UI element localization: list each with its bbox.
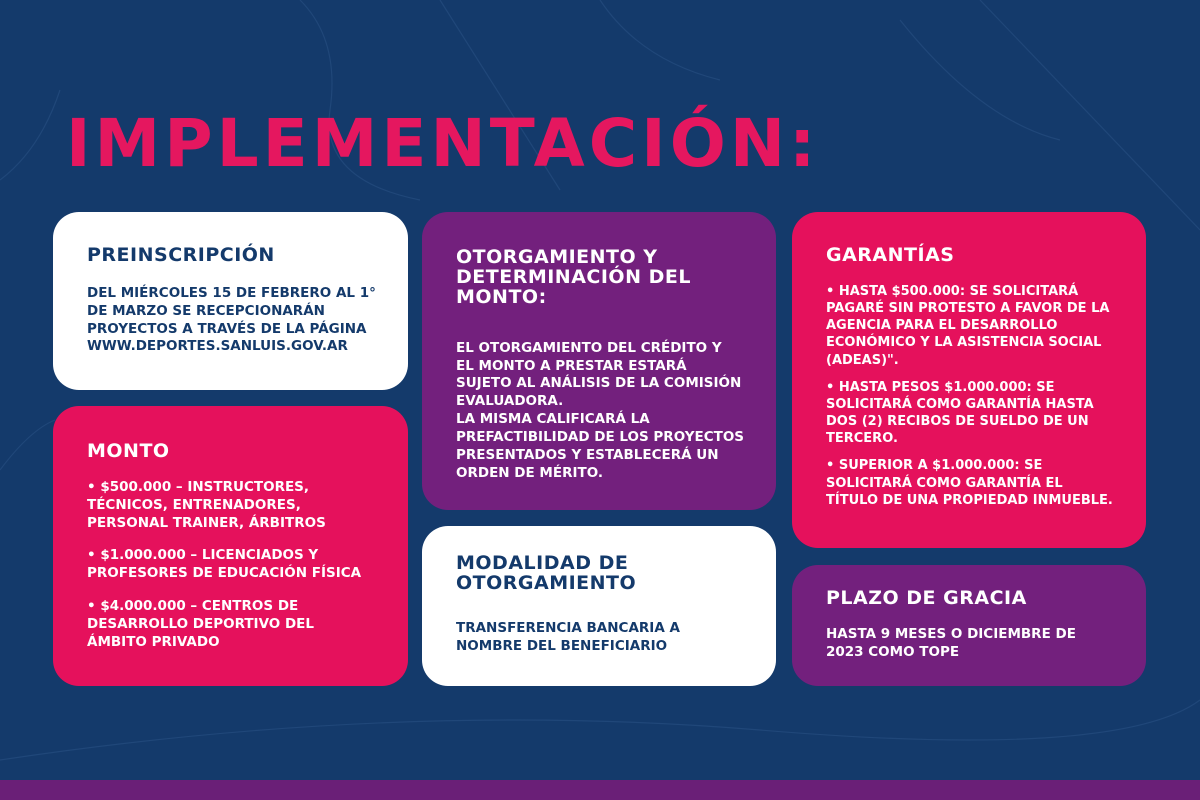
list-item: • $500.000 – INSTRUCTORES, TÉCNICOS, ENTRENADORES, PERSONAL TRAINER, ÁRBITROS [87,478,326,531]
card-heading: MODALIDAD DE OTORGAMIENTO [456,552,637,594]
list-item: • HASTA PESOS $1.000.000: SE SOLICITARÁ COMO GARANTÍA HASTA DOS (2) RECIBOS DE SUELDO DE UN TERCERO. [826,379,1094,447]
card-otorgamiento [422,212,776,510]
card-body: EL OTORGAMIENTO DEL CRÉDITO Y EL MONTO A PRESTAR ESTARÁ SUJETO AL ANÁLISIS DE LA COMISIÓN EVALUADORA. [456,339,742,410]
page-title: IMPLEMENTACIÓN: [66,105,820,182]
card-monto [53,406,408,686]
card-body: DEL MIÉRCOLES 15 DE FEBRERO AL 1° DE MARZO SE RECEPCIONARÁN PROYECTOS A TRAVÉS DE LA PÁGINA WWW.DEPORTES.SANLUIS.GOV.AR [87,284,376,355]
card-heading: GARANTÍAS [826,244,955,266]
card-body: TRANSFERENCIA BANCARIA A NOMBRE DEL BENEFICIARIO [456,619,680,654]
card-garantias [792,212,1146,548]
card-plazo-de-gracia [792,565,1146,686]
card-body: HASTA 9 MESES O DICIEMBRE DE 2023 COMO TOPE [826,625,1076,660]
card-body: LA MISMA CALIFICARÁ LA PREFACTIBILIDAD DE LOS PROYECTOS PRESENTADOS Y ESTABLECERÁ UN ORDEN DE MÉRITO. [456,411,745,481]
bottom-decorative-band [0,780,1200,800]
list-item: • SUPERIOR A $1.000.000: SE SOLICITARÁ COMO GARANTÍA EL TÍTULO DE UNA PROPIEDAD INMUEBLE. [826,458,1113,508]
list-item: • $4.000.000 – CENTROS DE DESARROLLO DEPORTIVO DEL ÁMBITO PRIVADO [87,598,315,650]
list-item: • HASTA $500.000: SE SOLICITARÁ PAGARÉ SIN PROTESTO A FAVOR DE LA AGENCIA PARA EL DESARROLLO ECONÓMICO Y LA ASISTENCIA SOCIAL (ADEAS)". [826,283,1110,368]
card-modalidad [422,526,776,686]
card-heading: MONTO [87,440,170,462]
list-item: • $1.000.000 – LICENCIADOS Y PROFESORES DE EDUCACIÓN FÍSICA [87,547,362,582]
card-heading: PLAZO DE GRACIA [826,587,1027,609]
card-heading: PREINSCRIPCIÓN [87,244,275,266]
card-preinscripcion [53,212,408,390]
card-heading: OTORGAMIENTO Y DETERMINACIÓN DEL MONTO: [456,246,691,308]
